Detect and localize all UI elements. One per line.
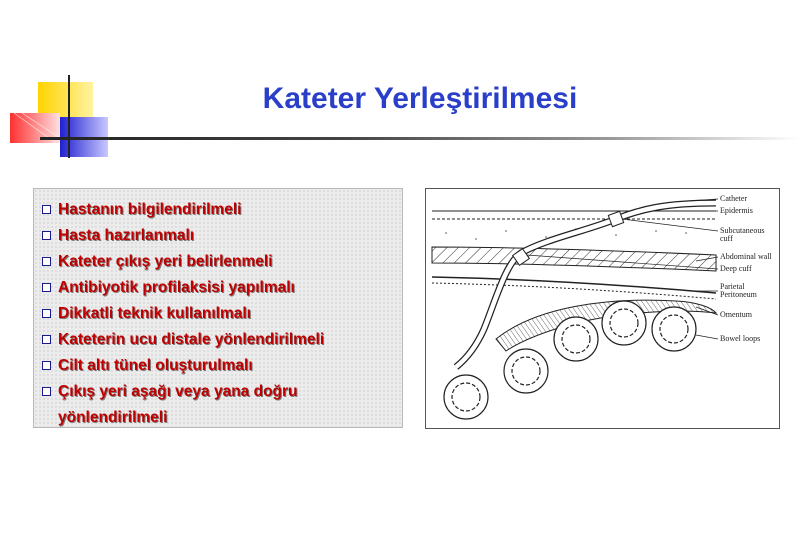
bullet-text: Antibiyotik profilaksisi yapılmalı [58,279,295,296]
label-omentum: Omentum [720,310,752,319]
bullet-item [38,223,402,249]
label-subcutaneous-cuff: Subcutaneous [720,226,765,235]
label-peritoneum: Peritoneum [720,290,757,299]
parietal-peritoneum [432,277,716,293]
label-parietal: Parietal [720,282,745,291]
label-catheter: Catheter [720,194,748,203]
label-bowel-loops: Bowel loops [720,334,761,343]
bullet-item [38,249,402,275]
bullet-list [34,189,402,431]
bowel-loops [444,301,696,419]
bullet-item [38,197,402,223]
catheter-anatomy-figure [425,188,780,429]
checkbox-bullet-icon [42,257,51,266]
bullet-item [38,353,402,379]
checkbox-bullet-icon [42,361,51,370]
bullet-text: Cilt altı tünel oluşturulmalı [58,357,253,374]
checkbox-bullet-icon [42,335,51,344]
label-epidermis: Epidermis [720,206,753,215]
checkbox-bullet-icon [42,231,51,240]
bullet-text: Hasta hazırlanmalı [58,227,195,244]
checkbox-bullet-icon [42,283,51,292]
checkbox-bullet-icon [42,309,51,318]
bullet-item [38,379,388,431]
decorative-logo [0,0,120,170]
bullet-item [38,301,402,327]
bullet-text: Kateterin ucu distale yönlendirilmeli [58,331,325,348]
abdominal-wall [432,247,716,271]
bullet-text: Çıkış yeri aşağı veya yana doğru yönlendirilmeli [58,383,298,426]
label-abdominal-wall: Abdominal wall [720,252,772,261]
label-deep-cuff: Deep cuff [720,264,752,273]
bullet-text: Dikkatli teknik kullanılmalı [58,305,251,322]
bullet-text: Hastanın bilgilendirilmeli [58,201,242,218]
bullet-text: Kateter çıkış yeri belirlenmeli [58,253,273,270]
title-divider [40,137,800,140]
slide-title: Kateter Yerleştirilmesi [262,82,578,115]
checkbox-bullet-icon [42,387,51,396]
bullet-item [38,327,402,353]
label-subcutaneous-cuff-2: cuff [720,234,733,243]
bullet-text-box [33,188,403,428]
checkbox-bullet-icon [42,205,51,214]
bullet-item [38,275,402,301]
